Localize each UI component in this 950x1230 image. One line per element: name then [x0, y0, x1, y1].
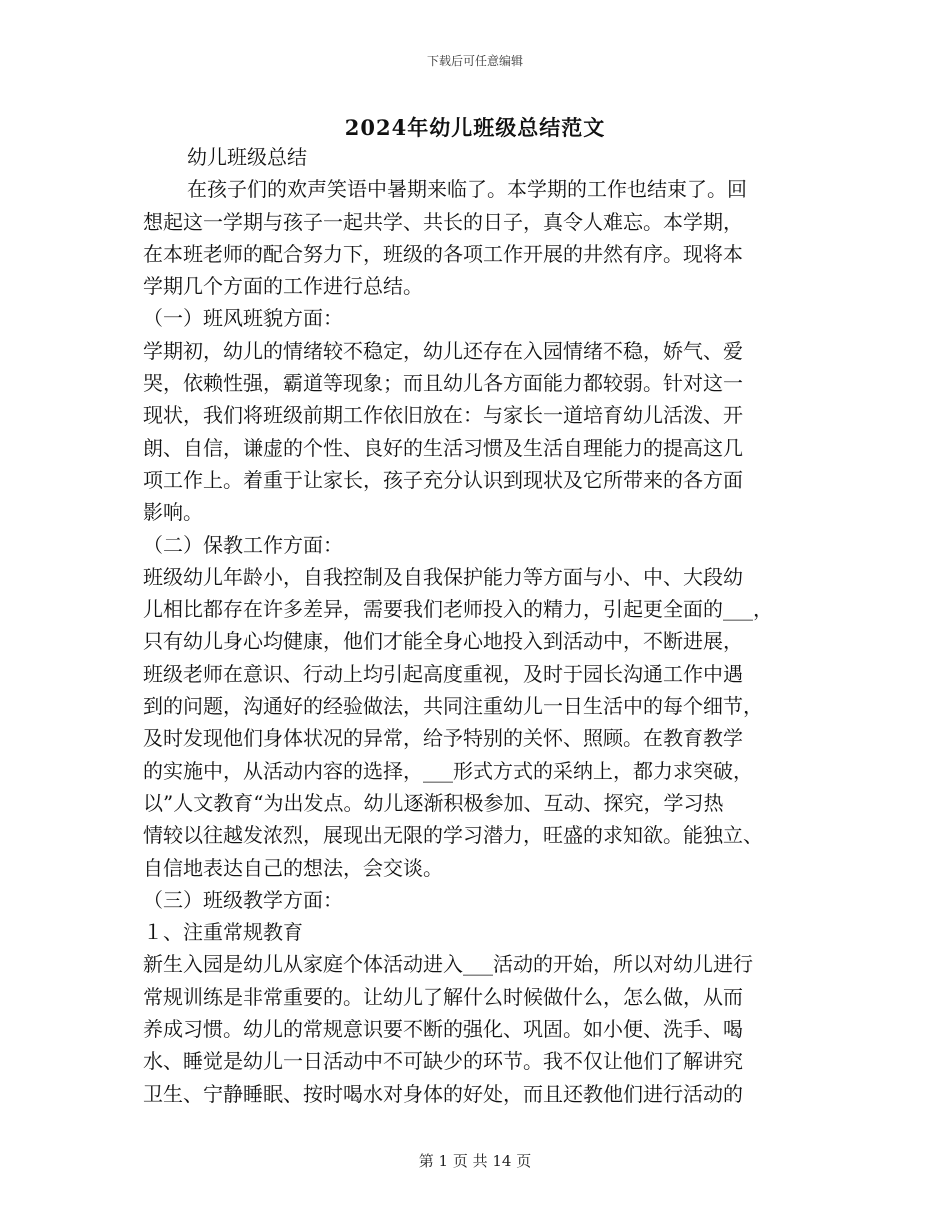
subsection-heading: １、注重常规教育: [143, 920, 303, 945]
section-heading: （三）班级教学方面：: [143, 887, 343, 912]
section-heading: （一）班风班貌方面：: [143, 306, 343, 331]
body-line: 班级幼儿年龄小，自我控制及自我保护能力等方面与小、中、大段幼: [143, 564, 743, 589]
body-line: 哭，依赖性强，霸道等现象；而且幼儿各方面能力都较弱。针对这一: [143, 371, 743, 396]
document-body: [143, 141, 815, 1110]
document-title: 2024年幼儿班级总结范文: [344, 115, 606, 140]
body-line: 朗、自信，谦虚的个性、良好的生活习惯及生活自理能力的提高这几: [143, 435, 743, 460]
body-line: 学期初，幼儿的情绪较不稳定，幼儿还存在入园情绪不稳，娇气、爱: [143, 338, 743, 363]
body-line: 学期几个方面的工作进行总结。: [143, 274, 423, 299]
body-line: 常规训练是非常重要的。让幼儿了解什么时候做什么，怎么做，从而: [143, 984, 743, 1009]
page-number: 第 1 页 共 14 页: [418, 1152, 532, 1170]
body-line: 只有幼儿身心均健康，他们才能全身心地投入到活动中，不断进展，: [143, 629, 743, 654]
body-line: 到的问题，沟通好的经验做法，共同注重幼儿一日生活中的每个细节，: [143, 694, 763, 719]
body-line: 及时发现他们身体状况的异常，给予特别的关怀、照顾。在教育教学: [143, 726, 743, 751]
body-line: 儿相比都存在许多差异，需要我们老师投入的精力，引起更全面的___，: [143, 597, 773, 622]
body-line: 情较以往越发浓烈，展现出无限的学习潜力，旺盛的求知欲。能独立、: [143, 823, 763, 848]
body-line: 班级老师在意识、行动上均引起高度重视，及时于园长沟通工作中遇: [143, 661, 743, 686]
body-line: 新生入园是幼儿从家庭个体活动进入___活动的开始，所以对幼儿进行: [143, 952, 753, 977]
body-line: 想起这一学期与孩子一起共学、共长的日子，真令人难忘。本学期，: [143, 209, 743, 234]
body-line: 水、睡觉是幼儿一日活动中不可缺少的环节。我不仅让他们了解讲究: [143, 1049, 743, 1074]
body-line: 在孩子们的欢声笑语中暑期来临了。本学期的工作也结束了。回: [187, 177, 747, 202]
body-line: 影响。: [143, 500, 203, 525]
body-line: 项工作上。着重于让家长，孩子充分认识到现状及它所带来的各方面: [143, 467, 743, 492]
body-line: 现状，我们将班级前期工作依旧放在：与家长一道培育幼儿活泼、开: [143, 403, 743, 428]
body-line: 的实施中，从活动内容的选择，___形式方式的采纳上，都力求突破，: [143, 758, 753, 783]
header-note: 下载后可任意编辑: [426, 54, 523, 68]
section-heading: （二）保教工作方面：: [143, 532, 343, 557]
body-line: 卫生、宁静睡眠、按时喝水对身体的好处，而且还教他们进行活动的: [143, 1081, 743, 1106]
body-line: 以”人文教育“为出发点。幼儿逐渐积极参加、互动、探究，学习热: [143, 790, 724, 815]
body-line: 在本班老师的配合努力下，班级的各项工作开展的井然有序。现将本: [143, 241, 743, 266]
body-line: 幼儿班级总结: [187, 145, 307, 169]
body-line: 养成习惯。幼儿的常规意识要不断的强化、巩固。如小便、洗手、喝: [143, 1017, 743, 1042]
body-line: 自信地表达自己的想法，会交谈。: [143, 855, 443, 880]
